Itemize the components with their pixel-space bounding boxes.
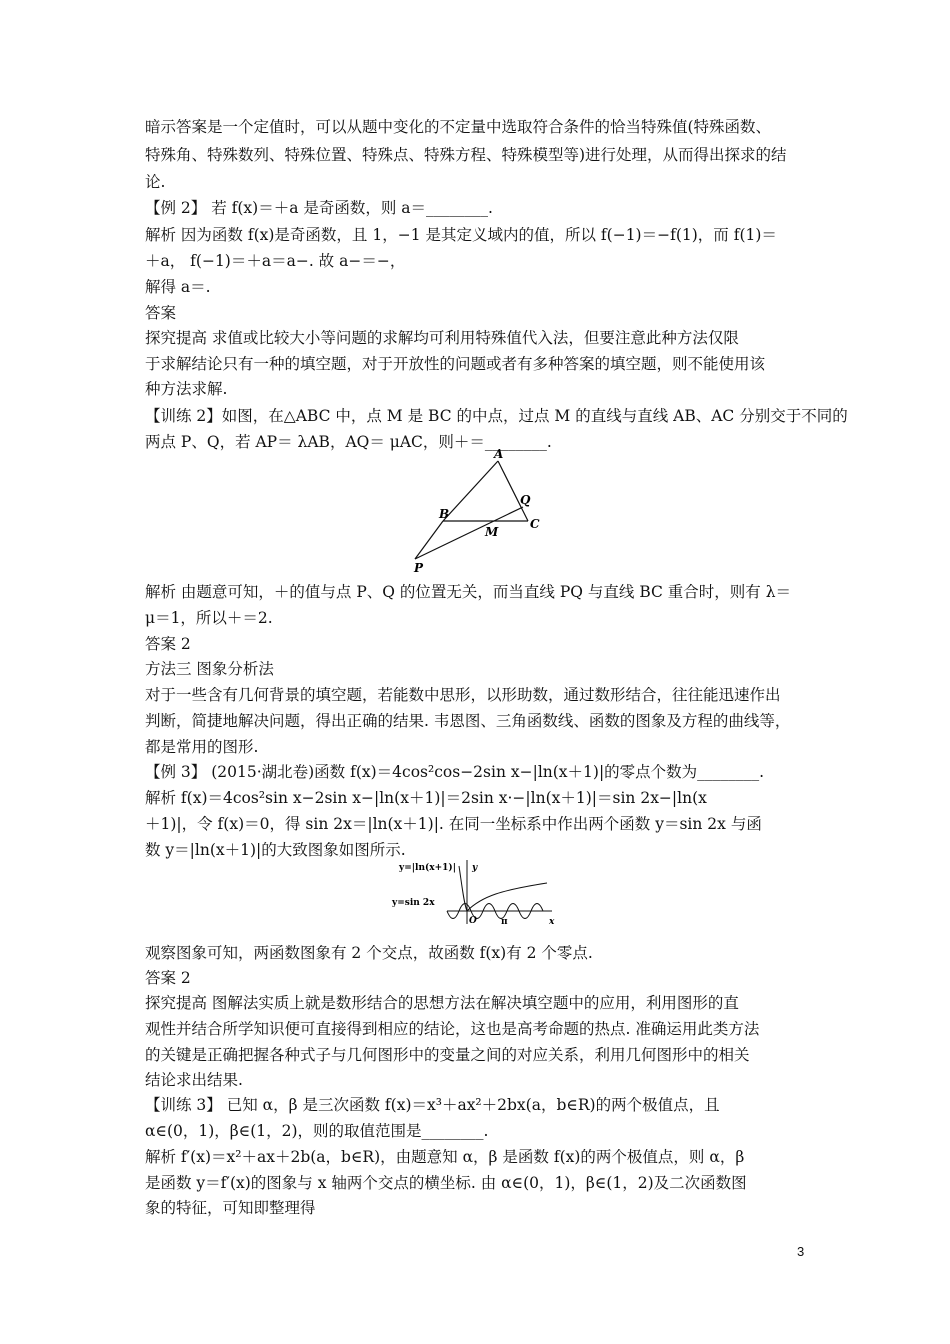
label-c: C <box>530 517 540 531</box>
triangle-figure <box>405 446 555 576</box>
text-line: 观察图象可知，两函数图象有 2 个交点，故函数 f(x)有 2 个零点. <box>145 944 593 962</box>
text-line: 种方法求解. <box>145 380 228 398</box>
line-ab <box>443 461 498 521</box>
label-q: Q <box>520 493 531 507</box>
text-line: 解得 a＝. <box>145 278 211 296</box>
text-line: 特殊角、特殊数列、特殊位置、特殊点、特殊方程、特殊模型等)进行处理，从而得出探求的结 <box>145 146 787 164</box>
label-y: y <box>472 863 478 873</box>
text-line: 解析 因为函数 f(x)是奇函数，且 1，−1 是其定义域内的值，所以 f(−1)＝−f(1)，而 f(1)＝ <box>145 226 777 244</box>
label-origin: O <box>469 916 477 926</box>
answer-line: 答案 2 <box>145 969 191 987</box>
text-line: 的关键是正确把握各种式子与几何图形中的变量之间的对应关系，利用几何图形中的相关 <box>145 1046 750 1064</box>
text-line: 象的特征，可知即整理得 <box>145 1199 316 1217</box>
answer-line: 答案 2 <box>145 635 191 653</box>
ln-curve <box>467 883 547 911</box>
label-m: M <box>485 525 499 539</box>
section-heading: 方法三 图象分析法 <box>145 660 274 678</box>
text-line: 两点 P、Q，若 AP＝ λAB，AQ＝ μAC，则＋＝________. <box>145 433 552 451</box>
text-line: 解析 f′(x)＝x²＋ax＋2b(a，b∈R)，由题意知 α，β 是函数 f(x)的两个极值点，则 α，β <box>145 1148 745 1166</box>
label-sin: y=sin 2x <box>392 898 435 908</box>
text-line: 于求解结论只有一种的填空题，对于开放性的问题或者有多种答案的填空题，则不能使用该 <box>145 355 766 373</box>
text-line: 探究提高 图解法实质上就是数形结合的思想方法在解决填空题中的应用，利用图形的直 <box>145 994 739 1012</box>
text-line: 探究提高 求值或比较大小等问题的求解均可利用特殊值代入法，但要注意此种方法仅限 <box>145 329 739 347</box>
text-line: 是函数 y＝f′(x)的图象与 x 轴两个交点的横坐标. 由 α∈(0，1)，β∈(1，2)及二次函数图 <box>145 1174 747 1192</box>
exercise-2-question: 【训练 2】如图，在△ABC 中，点 M 是 BC 的中点，过点 M 的直线与直线 AB、AC 分别交于不同的 <box>145 407 848 425</box>
text-line: 暗示答案是一个定值时，可以从题中变化的不定量中选取符合条件的恰当特殊值(特殊函数、 <box>145 118 772 136</box>
text-line: 论. <box>145 173 166 191</box>
label-pi: π <box>501 917 508 926</box>
text-line: 判断，简捷地解决问题，得出正确的结果. 韦恩图、三角函数线、函数的图象及方程的曲线等， <box>145 712 791 730</box>
text-line: 都是常用的图形. <box>145 738 259 756</box>
example-2-question: 【例 2】 若 f(x)＝＋a 是奇函数，则 a＝________. <box>145 199 493 217</box>
line-pq <box>415 507 523 559</box>
text-line: 解析 f(x)＝4cos²sin x−2sin x−|ln(x＋1)|＝2sin x·−|ln(x＋1)|＝sin 2x−|ln(x <box>145 789 707 807</box>
text-line: μ＝1，所以＋＝2. <box>145 609 273 627</box>
text-line: 解析 由题意可知，＋的值与点 P、Q 的位置无关，而当直线 PQ 与直线 BC 重合时，则有 λ＝ <box>145 583 792 601</box>
text-line: 结论求出结果. <box>145 1071 243 1089</box>
text-line: 观性并结合所学知识便可直接得到相应的结论，这也是高考命题的热点. 准确运用此类方法 <box>145 1020 760 1038</box>
example-3-question: 【例 3】 (2015·湖北卷)函数 f(x)＝4cos²cos−2sin x−|ln(x＋1)|的零点个数为________. <box>145 763 765 781</box>
text-line: ＋1)|，令 f(x)＝0，得 sin 2x＝|ln(x＋1)|. 在同一坐标系中作出两个函数 y＝sin 2x 与函 <box>145 815 762 833</box>
label-ln: y=|ln(x+1)| <box>399 863 456 873</box>
page-number: 3 <box>797 1244 805 1259</box>
line-bp <box>415 521 443 559</box>
label-b: B <box>439 507 450 521</box>
label-p: P <box>414 561 424 575</box>
label-x: x <box>549 917 555 926</box>
text-line: 对于一些含有几何背景的填空题，若能数中思形，以形助数，通过数形结合，往往能迅速作出 <box>145 686 781 704</box>
text-line: 数 y＝|ln(x＋1)|的大致图象如图所示. <box>145 841 406 859</box>
function-graph-figure <box>387 856 562 926</box>
label-a: A <box>494 447 504 461</box>
text-line: ＋a， f(−1)＝＋a＝a−. 故 a−＝−， <box>145 252 406 270</box>
answer-label: 答案 <box>145 304 177 322</box>
text-line: α∈(0，1)，β∈(1，2)，则的取值范围是________. <box>145 1122 489 1140</box>
exercise-3-question: 【训练 3】 已知 α，β 是三次函数 f(x)＝x³＋ax²＋2bx(a，b∈R)的两个极值点，且 <box>145 1096 720 1114</box>
